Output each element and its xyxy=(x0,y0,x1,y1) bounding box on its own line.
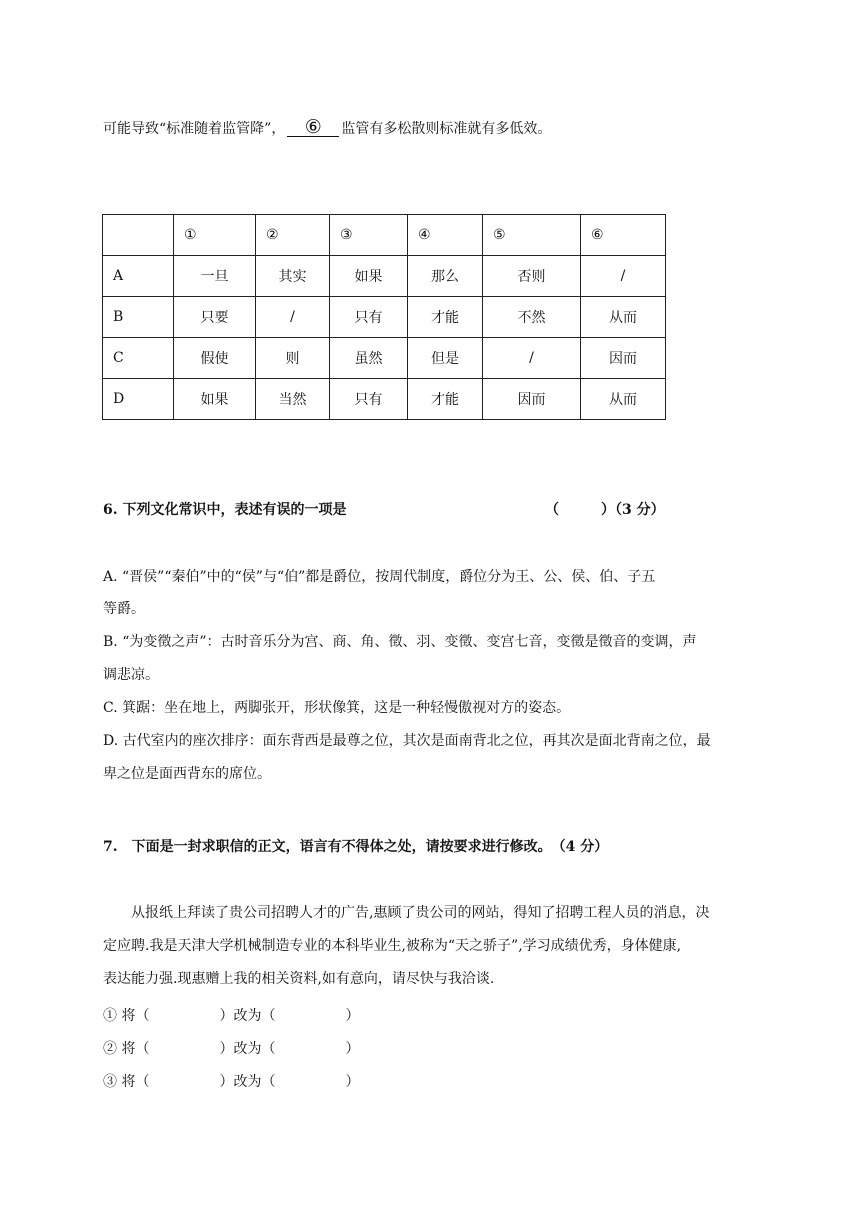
table-header-cell: ⑤ xyxy=(483,215,581,256)
options-table xyxy=(102,214,666,420)
table-cell: / xyxy=(483,338,581,379)
question-7-title: 7. 下面是一封求职信的正文，语言有不得体之处，请按要求进行修改。 （4 分） xyxy=(103,839,609,855)
table-header-row xyxy=(103,215,666,256)
table-cell: 假使 xyxy=(174,338,256,379)
table-cell: 不然 xyxy=(483,297,581,338)
table-cell: 因而 xyxy=(483,379,581,420)
option-b: B. “为变徵之声”：古时音乐分为宫、商、角、徵、羽、变徵、变宫七音，变徵是徵音的变调，声 调悲凉。 xyxy=(103,634,697,683)
option-c: C. 箕踞：坐在地上，两脚张开，形状像箕，这是一种轻慢傲视对方的姿态。 xyxy=(103,700,571,716)
row-label-cell: C xyxy=(103,338,174,379)
row-label-cell: B xyxy=(103,297,174,338)
option-d: D. 古代室内的座次排序：面东背西是最尊之位，其次是面南背北之位，再其次是面北背南之位，最 卑之位是面西背东的席位。 xyxy=(103,733,711,782)
table-row xyxy=(103,256,666,297)
question-6-title: 6. 下列文化常识中，表述有误的一项是 xyxy=(103,502,347,518)
table-row xyxy=(103,379,666,420)
table-row xyxy=(103,297,666,338)
table-cell: 其实 xyxy=(256,256,330,297)
intro-text-after: 监管有多松散则标准就有多低效。 xyxy=(341,121,552,137)
table-cell: 只有 xyxy=(330,379,408,420)
table-header-cell xyxy=(103,215,174,256)
table-cell: 才能 xyxy=(408,379,483,420)
question-6-answer-paren: （ ）（3 分） xyxy=(545,502,665,518)
table-cell: 从而 xyxy=(581,297,666,338)
table-cell: 虽然 xyxy=(330,338,408,379)
answer-line-2[interactable]: ② 将（ ）改为（ ） xyxy=(103,1041,360,1057)
letter-body: 从报纸上拜读了贵公司招聘人才的广告,惠顾了贵公司的网站，得知了招聘工程人员的消息，决 定应聘.我是天津大学机械制造专业的本科毕业生,被称为“天之骄子”,学习成绩优秀，身体健康, 表达能力强.现惠赠上我的相关资料,如有意向，请尽快与我洽谈. xyxy=(103,905,710,987)
table-cell: 那么 xyxy=(408,256,483,297)
table-header-cell: ③ xyxy=(330,215,408,256)
table-cell: 但是 xyxy=(408,338,483,379)
table-cell: / xyxy=(256,297,330,338)
blank-six: ⑥ xyxy=(287,118,339,137)
table-cell: 一旦 xyxy=(174,256,256,297)
intro-text-before: 可能导致“标准随着监管降”， xyxy=(103,121,286,137)
intro-line xyxy=(103,118,551,138)
table-cell: 只要 xyxy=(174,297,256,338)
row-label-cell: D xyxy=(103,379,174,420)
question-6-options xyxy=(103,561,763,791)
table-cell: / xyxy=(581,256,666,297)
table-cell: 如果 xyxy=(330,256,408,297)
table-cell: 只有 xyxy=(330,297,408,338)
table-cell: 则 xyxy=(256,338,330,379)
option-a: A. “晋侯”“秦伯”中的“侯”与“伯”都是爵位，按周代制度，爵位分为王、公、侯、伯、子五 等爵。 xyxy=(103,569,656,617)
table-cell: 当然 xyxy=(256,379,330,420)
table-header-cell: ① xyxy=(174,215,256,256)
table-cell: 才能 xyxy=(408,297,483,338)
answer-line-1[interactable]: ① 将（ ）改为（ ） xyxy=(103,1008,360,1024)
table-header-cell: ② xyxy=(256,215,330,256)
table-header-cell: ④ xyxy=(408,215,483,256)
row-label-cell: A xyxy=(103,256,174,297)
table-cell: 否则 xyxy=(483,256,581,297)
table-cell: 因而 xyxy=(581,338,666,379)
table-cell: 从而 xyxy=(581,379,666,420)
table-header-cell: ⑥ xyxy=(581,215,666,256)
answer-line-3[interactable]: ③ 将（ ）改为（ ） xyxy=(103,1074,360,1090)
answer-lines xyxy=(103,1000,359,1099)
table-row xyxy=(103,338,666,379)
table-cell: 如果 xyxy=(174,379,256,420)
